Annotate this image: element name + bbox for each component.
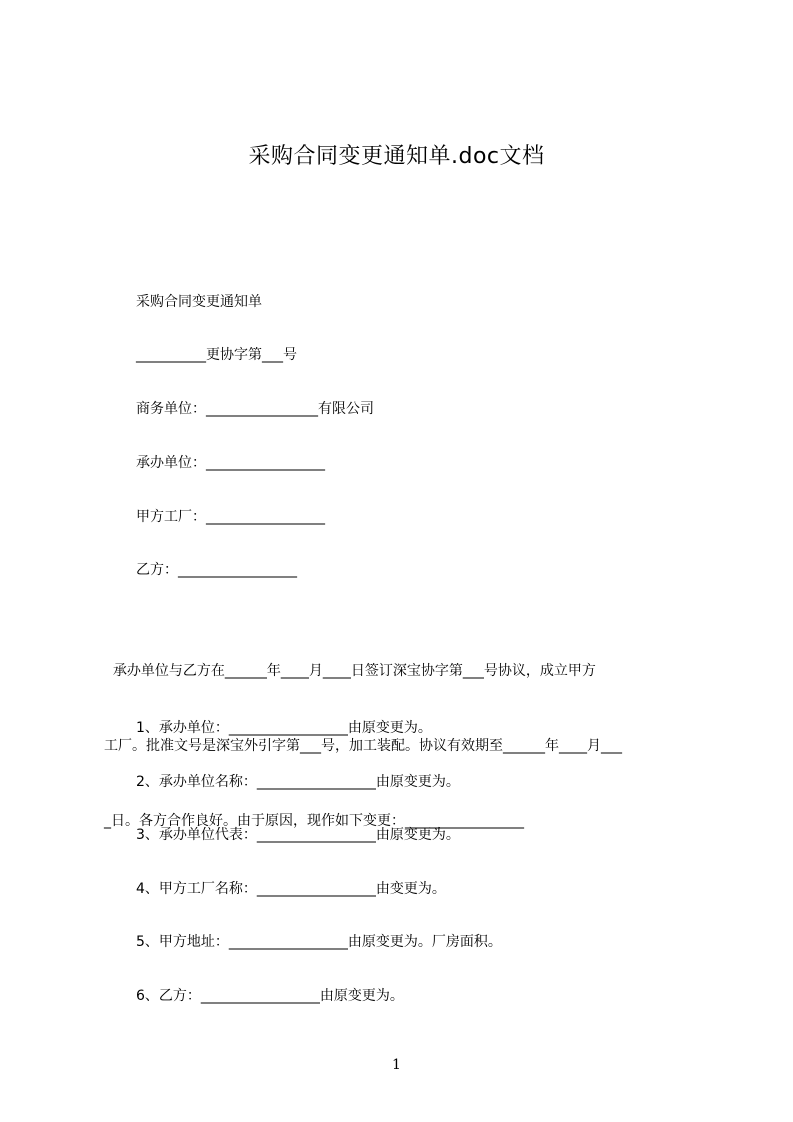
contractor-field: 承办单位：_________________	[136, 455, 325, 471]
change-item-4: 4、甲方工厂名称：_________________由变更为。	[136, 881, 446, 897]
reference-number-line: __________更协字第___号	[136, 347, 297, 363]
change-item-6: 6、乙方：_________________由原变更为。	[136, 988, 404, 1004]
change-item-5: 5、甲方地址：_________________由原变更为。厂房面积。	[136, 934, 502, 950]
change-item-3: 3、承办单位代表：_________________由原变更为。	[136, 827, 460, 843]
party-a-factory-field: 甲方工厂：_________________	[136, 509, 325, 525]
paragraph-line: 工厂。批准文号是深宝外引字第___号，加工装配。协议有效期至______年____月___	[104, 738, 622, 754]
form-heading: 采购合同变更通知单	[136, 294, 262, 310]
change-item-1: 1、承办单位：_________________由原变更为。	[136, 720, 432, 736]
page-number: 1	[392, 1057, 401, 1073]
business-unit-field: 商务单位：________________有限公司	[136, 401, 374, 417]
paragraph-line: 承办单位与乙方在______年____月____日签订深宝协字第___号协议，成立甲方	[104, 663, 596, 679]
change-item-2: 2、承办单位名称：_________________由原变更为。	[136, 774, 460, 790]
party-b-field: 乙方：_________________	[136, 562, 297, 578]
document-title: 采购合同变更通知单.doc文档	[248, 144, 545, 169]
paragraph-line: _日。各方合作良好。由于原因，现作如下变更：_________________	[104, 813, 524, 829]
